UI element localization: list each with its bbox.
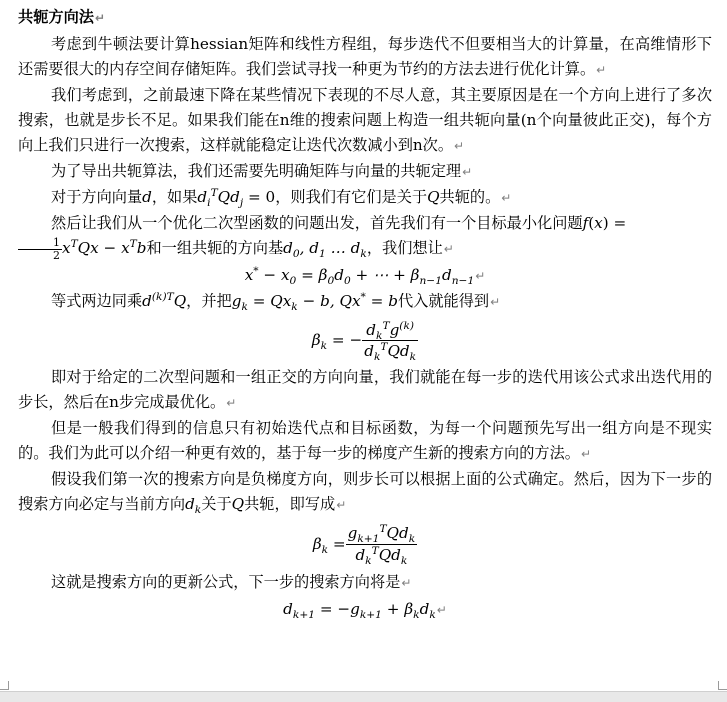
paragraph-first-direction: 假设我们第一次的搜索方向是负梯度方向，则步长可以根据上面的公式确定。然后，因为下一步的搜索方向必定与当前方向$d_k$关于Q共轭，即写成↵ xyxy=(18,470,712,517)
formula-basis: $d_0$, $d_1$ … $d_k$ xyxy=(283,239,367,261)
equation-direction-update: $d_{k+1} = -g_{k+1}$ + $\beta_kd_k↵$ xyxy=(283,600,447,622)
paragraph-newton-cost: 考虑到牛顿法要计算hessian矩阵和线性方程组，每步迭代不但要相当大的计算量，在高维情形下还需要很大的内存空间存储矩阵。我们尝试寻找一种更为节约的方法去进行优化计算。↵ xyxy=(18,35,712,78)
paragraph-gradient-method: 但是一般我们得到的信息只有初始迭代点和目标函数，为每一个问题预先写出一组方向是不现实的。我们为此可以介绍一种更有效的，基于每一步的梯度产生新的搜索方向的方法。↵ xyxy=(18,419,712,462)
section-title: 共轭方向法↵ xyxy=(18,8,105,26)
paragraph-motivation: 我们考虑到，之前最速下降在某些情况下表现的不尽人意，其主要原因是在一个方向上进行了多次搜索，也就是步长不足。如果我们能在n维的搜索问题上构造一组共轭向量(n个向量彼此正交)，每个方向上我们只进行一次搜索，这样就能稳定让迭代次数减小到n次。↵ xyxy=(18,86,712,154)
paragraph-step-usage: 即对于给定的二次型问题和一组正交的方向向量，我们就能在每一步的迭代用该公式求出迭代用的步长，然后在n步完成最优化。↵ xyxy=(18,368,712,411)
equation-step-size: $\beta_k$ = − $\frac{d_k^Tg^{(k)}}{d_k^TQd_k}$ xyxy=(311,318,417,363)
paragraph-conjugate-definition: 对于方向向量d，如果$d_i^TQd_j = 0$，则我们有它们是关于Q共轭的。↵ xyxy=(51,185,512,210)
formula-gradient: $g_k = Qx_k - b$, Qx* = b xyxy=(231,289,398,314)
paragraph-update-formula: 这就是搜索方向的更新公式，下一步的搜索方向将是↵ xyxy=(51,573,412,591)
page-bottom-edge xyxy=(0,691,727,702)
paragraph-quadratic-problem: 然后让我们从一个优化二次型函数的问题出发，首先我们有一个目标最小化问题f(x) = $\frac{1}{2}$ $x^TQx - x^Tb$和一组共轭的方向基$d_0$, $d_1$ … $d_k$，我们想让↵ xyxy=(18,211,712,262)
formula-quadratic: $\frac{1}{2}$ $x^TQx - x^Tb$ xyxy=(18,239,146,257)
page-corner-mark-right xyxy=(718,681,727,690)
paragraph-mark: ↵ xyxy=(94,11,105,25)
equation-beta-update: $\beta_k$ = $\frac{g_{k+1}^TQd_k}{d_k^TQd_k}$ xyxy=(312,521,416,567)
formula-conjugacy: $d_i^TQd_j = 0$ xyxy=(197,185,276,210)
page-corner-mark-left xyxy=(0,681,9,690)
formula-d: d xyxy=(142,188,152,206)
formula-objective: f(x) = xyxy=(582,214,627,232)
paragraph-multiply: 等式两边同乘$d^{(k)T}Q$，并把$g_k = Qx_k - b$, Qx* = b代入就能得到↵ xyxy=(51,289,501,314)
paragraph-theorem-intro: 为了导出共轭算法，我们还需要先明确矩阵与向量的共轭定理↵ xyxy=(51,162,473,180)
equation-expansion: $x^* - x_0 = \beta_0d_0$ + ⋯ + $\beta_{n-1}d_{n-1}↵$ xyxy=(244,263,486,288)
